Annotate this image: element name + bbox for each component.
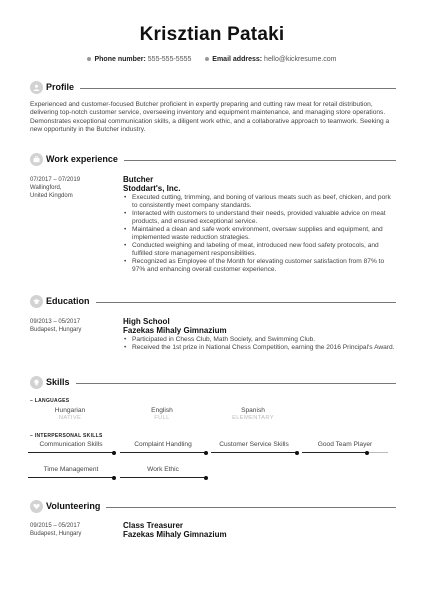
work-bullets <box>123 194 398 274</box>
list-item: • Maintained a clean and safe work environment, oversaw supplies and equipment, and implemented waste reduction strategies. <box>132 226 398 242</box>
language-level: NATIVE <box>58 415 82 421</box>
volunteering-section-header <box>30 500 396 514</box>
profile-summary: Experienced and customer-focused Butcher proficient in expertly preparing and cutting raw meat for retail distribution, delivering top-notch customer service, overseeing inventory and equipment maintenance, and managing store operations. Demonstrates exceptional communication skills, a diligent work ethic, and a collaborative approach to teamwork. Seeking a new opportunity in the Butcher industry. <box>30 101 390 134</box>
email-label: Email address: <box>212 56 263 63</box>
skill-level-knob <box>204 476 208 480</box>
skill-name: Good Team Player <box>317 441 373 448</box>
list-item: • Executed cutting, trimming, and boning of various meats such as beef, chicken, and pork to consistently meet company standards. <box>132 194 398 210</box>
skill-level-bar <box>28 452 114 453</box>
volunteering-entry <box>123 521 398 540</box>
skill-item <box>120 466 206 480</box>
heart-icon <box>30 500 43 513</box>
education-entry-meta <box>30 318 110 334</box>
list-item: • Conducted weighing and labeling of meat, introduced new food safety protocols, and fulfilled store management responsibilities. <box>132 242 398 258</box>
list-item: • Received the 1st prize in National Chess Competition, earning the 2016 Principal's Award. <box>132 344 398 352</box>
skill-name: Communication Skills <box>39 441 103 448</box>
section-divider <box>46 88 396 89</box>
volunteering-location: Budapest, Hungary <box>30 531 82 537</box>
bullet-dot-icon <box>87 57 91 61</box>
school-name: Fazekas Mihaly Gimnazium <box>123 326 227 335</box>
person-icon <box>30 81 43 94</box>
interpersonal-label: – INTERPERSONAL SKILLS <box>30 433 103 439</box>
phone-label: Phone number: <box>94 56 146 63</box>
phone-value: 555-555-5555 <box>147 56 192 63</box>
briefcase-icon <box>30 153 43 166</box>
language-name: English <box>151 407 173 414</box>
volunteer-organization: Fazekas Mihaly Gimnazium <box>123 530 227 539</box>
email-value: hello@kickresume.com <box>264 56 337 63</box>
skill-name: Complaint Handling <box>134 441 192 448</box>
work-location-line2: United Kingdom <box>30 193 73 199</box>
section-divider <box>46 302 396 303</box>
skill-level-bar <box>302 452 388 453</box>
volunteering-entry-meta <box>30 522 110 538</box>
list-item: • Participated in Chess Club, Math Society, and Swimming Club. <box>132 336 398 344</box>
work-entry-meta <box>30 176 110 200</box>
skill-level-bar <box>211 452 297 453</box>
languages-label: – LANGUAGES <box>30 398 70 404</box>
candidate-name: Krisztian Pataki <box>139 24 285 45</box>
language-item <box>30 407 110 421</box>
volunteering-dates: 09/2015 – 05/2017 <box>30 523 81 529</box>
skill-level-bar <box>120 477 206 478</box>
language-name: Spanish <box>241 407 265 414</box>
language-name: Hungarian <box>54 407 86 414</box>
work-dates: 07/2017 – 07/2019 <box>30 177 81 183</box>
section-title: Profile <box>46 82 80 92</box>
skill-level-knob <box>112 476 116 480</box>
education-entry <box>123 317 398 352</box>
lightbulb-icon <box>30 376 43 389</box>
language-item <box>213 407 293 421</box>
skill-name: Customer Service Skills <box>219 441 289 448</box>
skill-item <box>120 441 206 455</box>
education-section-header <box>30 295 396 309</box>
skill-item <box>302 441 388 455</box>
section-divider <box>46 383 396 384</box>
list-item: • Recognized as Employee of the Month for elevating customer satisfaction from 87% to 97% and enhancing overall customer experience. <box>132 258 398 274</box>
degree-title: High School <box>123 317 170 326</box>
education-bullets <box>123 336 398 352</box>
work-location-line1: Wallingford, <box>30 185 62 191</box>
skill-level-knob <box>365 451 369 455</box>
section-title: Skills <box>46 377 76 387</box>
list-item: • Interacted with customers to understand their needs, provided valuable advice on meat products, and ensured exceptional service. <box>132 210 398 226</box>
profile-section-header <box>30 81 396 95</box>
bullet-dot-icon <box>205 57 209 61</box>
skill-item <box>211 441 297 455</box>
skill-name: Work Ethic <box>147 466 179 473</box>
contact-line <box>0 56 424 63</box>
section-title: Volunteering <box>46 501 106 511</box>
job-title: Butcher <box>123 175 154 184</box>
work-section-header <box>30 153 396 167</box>
skills-section-header <box>30 376 396 390</box>
skill-name: Time Management <box>43 466 99 473</box>
skill-item <box>28 466 114 480</box>
skill-level-knob <box>112 451 116 455</box>
skill-level-bar <box>120 452 206 453</box>
volunteer-role: Class Treasurer <box>123 521 184 530</box>
section-title: Education <box>46 296 96 306</box>
employer: Stoddart's, Inc. <box>123 184 181 193</box>
language-item <box>122 407 202 421</box>
language-level: ELEMENTARY <box>232 415 274 421</box>
language-level: FULL <box>154 415 170 421</box>
skill-level-bar <box>28 477 114 478</box>
graduation-cap-icon <box>30 295 43 308</box>
work-entry <box>123 175 398 274</box>
education-location: Budapest, Hungary <box>30 327 82 333</box>
section-title: Work experience <box>46 154 124 164</box>
skill-level-knob <box>295 451 299 455</box>
skill-item <box>28 441 114 455</box>
education-dates: 09/2013 – 05/2017 <box>30 319 81 325</box>
skill-level-knob <box>204 451 208 455</box>
